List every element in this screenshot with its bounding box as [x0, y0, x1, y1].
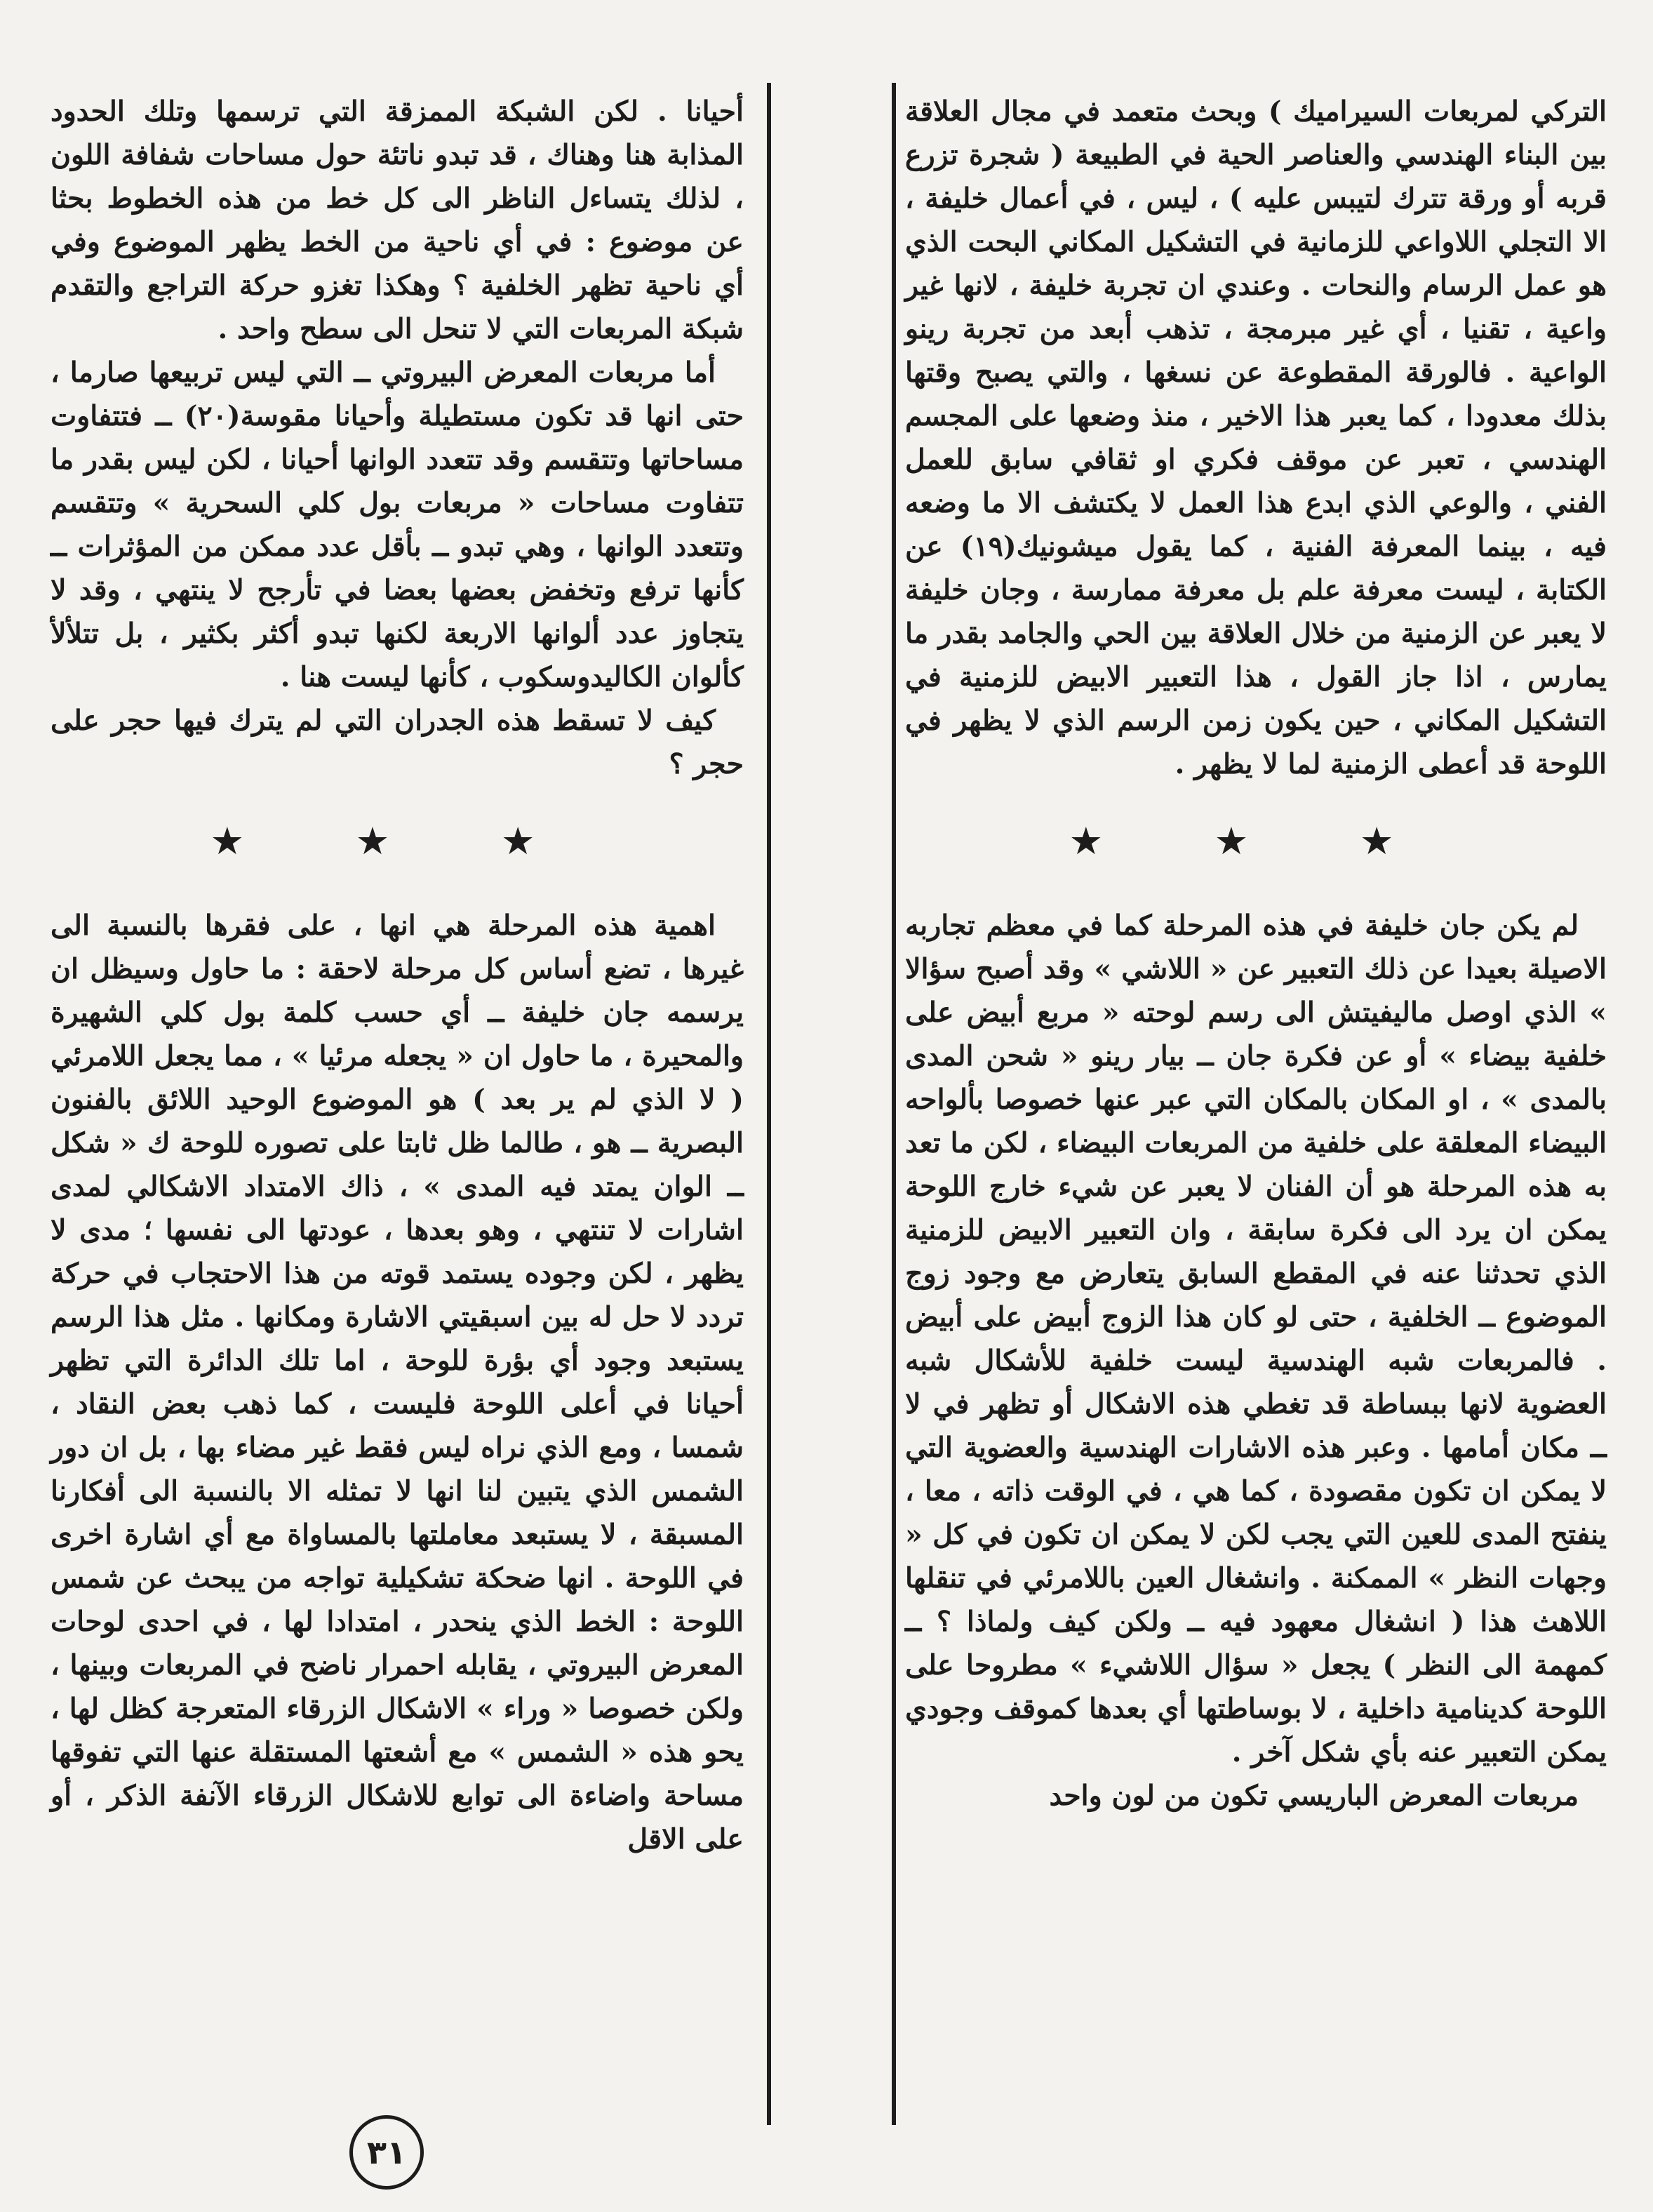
paragraph: كيف لا تسقط هذه الجدران التي لم يترك فيها حجر على حجر ؟	[51, 705, 744, 780]
paragraph: لم يكن جان خليفة في هذه المرحلة كما في معظم تجاربه الاصيلة بعيدا عن ذلك التعبير عن « اللاشي » وقد أصبح سؤالا » الذي اوصل ماليفيتش الى رسم لوحته « مربع أبيض على خلفية بيضاء » أو عن فكرة جان ــ بيار رينو « شحن المدى بالمدى » ، او المكان بالمكان التي عبر عنها خصوصا بألواحه البيضاء المعلقة على خلفية من المربعات البيضاء ، لكن ما تعد به هذه المرحلة هو أن الفنان لا يعبر عن شيء خارج اللوحة يمكن ان يرد الى فكرة سابقة ، وان التعبير الابيض للزمنية الذي تحدثنا عنه في المقطع السابق يتعارض مع وجود زوج الموضوع ــ الخلفية ، حتى لو كان هذا الزوج أبيض على أبيض . فالمربعات شبه الهندسية ليست خلفية للأشكال شبه العضوية لانها ببساطة قد تغطي هذه الاشكال أو تظهر في لا ــ مكان أمامها . وعبر هذه الاشارات الهندسية والعضوية التي لا يمكن ان تكون مقصودة ، كما هي ، في الوقت ذاته ، معا ، ينفتح المدى للعين التي يجب لكن لا يمكن ان تكون في كل « وجهات النظر » الممكنة . وانشغال العين باللامرئي في تنقلها اللاهث هذا ( انشغال معهود فيه ــ ولكن كيف ولماذا ؟ ــ كمهمة الى النظر ) يجعل « سؤال اللاشيء » مطروحا على اللوحة كدينامية داخلية ، لا بوساطتها أي بعدها كموقف وجودي يمكن التعبير عنه بأي شكل آخر .	[905, 910, 1607, 1768]
paragraph: أحيانا . لكن الشبكة الممزقة التي ترسمها وتلك الحدود المذابة هنا وهناك ، قد تبدو ناتئة حول مساحات شفافة اللون ، لذلك يتساءل الناظر الى كل خط من هذه الخطوط بحثا عن موضوع : في أي ناحية من الخط يظهر الموضوع وفي أي ناحية تظهر الخلفية ؟ وهكذا تغزو حركة التراجع والتقدم شبكة المربعات التي لا تنحل الى سطح واحد .	[51, 95, 744, 345]
paragraph: مربعات المعرض الباريسي تكون من لون واحد	[1049, 1780, 1579, 1812]
paragraph: اهمية هذه المرحلة هي انها ، على فقرها بالنسبة الى غيرها ، تضع أساس كل مرحلة لاحقة : ما حاول وسيظل ان يرسمه جان خليفة ــ أي حسب كلمة بول كلي الشهيرة والمحيرة ، ما حاول ان « يجعله مرئيا » ، مما يجعل اللامرئي ( لا الذي لم ير بعد ) هو الموضوع الوحيد اللائق بالفنون البصرية ــ هو ، طالما ظل ثابتا على تصوره للوحة ك « شكل ــ الوان يمتد فيه المدى » ، ذاك الامتداد الاشكالي لمدى اشارات لا تنتهي ، وهو بعدها ، عودتها الى نفسها ؛ مدى لا يظهر ، لكن وجوده يستمد قوته من هذا الاحتجاب في حركة تردد لا حل له بين اسبقيتي الاشارة ومكانها . مثل هذا الرسم يستبعد وجود أي بؤرة للوحة ، اما تلك الدائرة التي تظهر أحيانا في أعلى اللوحة فليست ، كما ذهب بعض النقاد ، شمسا ، ومع الذي نراه ليس فقط غير مضاء بها ، بل ان دور الشمس الذي يتبين لنا انها لا تمثله الا بالنسبة الى أفكارنا المسبقة ، لا يستبعد معاملتها بالمساواة مع أي اشارة اخرى في اللوحة . انها ضحكة تشكيلية تواجه من يبحث عن شمس اللوحة : الخط الذي ينحدر ، امتدادا لها ، في احدى لوحات المعرض البيروتي ، يقابله احمرار ناضح في المربعات وبينها ، ولكن خصوصا « وراء » الاشكال الزرقاء المتعرجة كظل لها ، يحو هذه « الشمس » مع أشعتها المستقلة عنها التي تفوقها مساحة واضاءة الى توابع للاشكال الزرقاء الآنفة الذكر ، أو على الاقل	[51, 910, 744, 1855]
column-rule-right	[892, 83, 896, 2125]
section-divider-stars: ★ ★ ★	[210, 819, 584, 863]
section-divider-stars: ★ ★ ★	[1069, 819, 1443, 863]
paragraph: أما مربعات المعرض البيروتي ــ التي ليس تربيعها صارما ، حتى انها قد تكون مستطيلة وأحيانا مقوسة(٢٠) ــ فتتفاوت مساحاتها وتتقسم وقد تتعدد الوانها أحيانا ، لكن ليس بقدر ما تتفاوت مساحات « مربعات بول كلي السحرية » وتتقسم وتتعدد الوانها ، وهي تبدو ــ بأقل عدد ممكن من المؤثرات ــ كأنها ترفع وتخفض بعضها بعضا في تأرجح لا ينتهي ، وقد لا يتجاوز عدد ألوانها الاربعة لكنها تبدو أكثر بكثير ، بل تتلألأ كألوان الكاليدوسكوب ، كأنها ليست هنا .	[51, 357, 744, 693]
left-column	[51, 90, 744, 1861]
paragraph: التركي لمربعات السيراميك ) وبحث متعمد في مجال العلاقة بين البناء الهندسي والعناصر الحية في الطبيعة ( شجرة تزرع قربه أو ورقة تترك لتيبس عليه ) ، ليس ، في أعمال خليفة ، الا التجلي اللاواعي للزمانية في التشكيل المكاني البحت الذي هو عمل الرسام والنحات . وعندي ان تجربة خليفة ، لانها غير واعية ، تقنيا ، أي غير مبرمجة ، تذهب أبعد من تجربة رينو الواعية . فالورقة المقطوعة عن نسغها ، والتي يصبح وقتها بذلك معدودا ، كما يعبر هذا الاخير ، منذ وضعها على المجسم الهندسي ، تعبر عن موقف فكري او ثقافي سابق للعمل الفني ، والوعي الذي ابدع هذا العمل لا يكتشف الا ما وضعه فيه ، بينما المعرفة الفنية ، كما يقول ميشونيك(١٩) عن الكتابة ، ليست معرفة علم بل معرفة ممارسة ، وجان خليفة لا يعبر عن الزمنية من خلال العلاقة بين الحي والجامد بقدر ما يمارس ، اذا جاز القول ، هذا التعبير الابيض للزمنية في التشكيل المكاني ، حين يكون زمن الرسم الذي لا يظهر في اللوحة قد أعطى الزمنية لما لا يظهر .	[905, 95, 1607, 780]
column-rule-left	[767, 83, 771, 2125]
right-column	[905, 90, 1607, 1818]
page-number: ٣١	[349, 2115, 424, 2190]
